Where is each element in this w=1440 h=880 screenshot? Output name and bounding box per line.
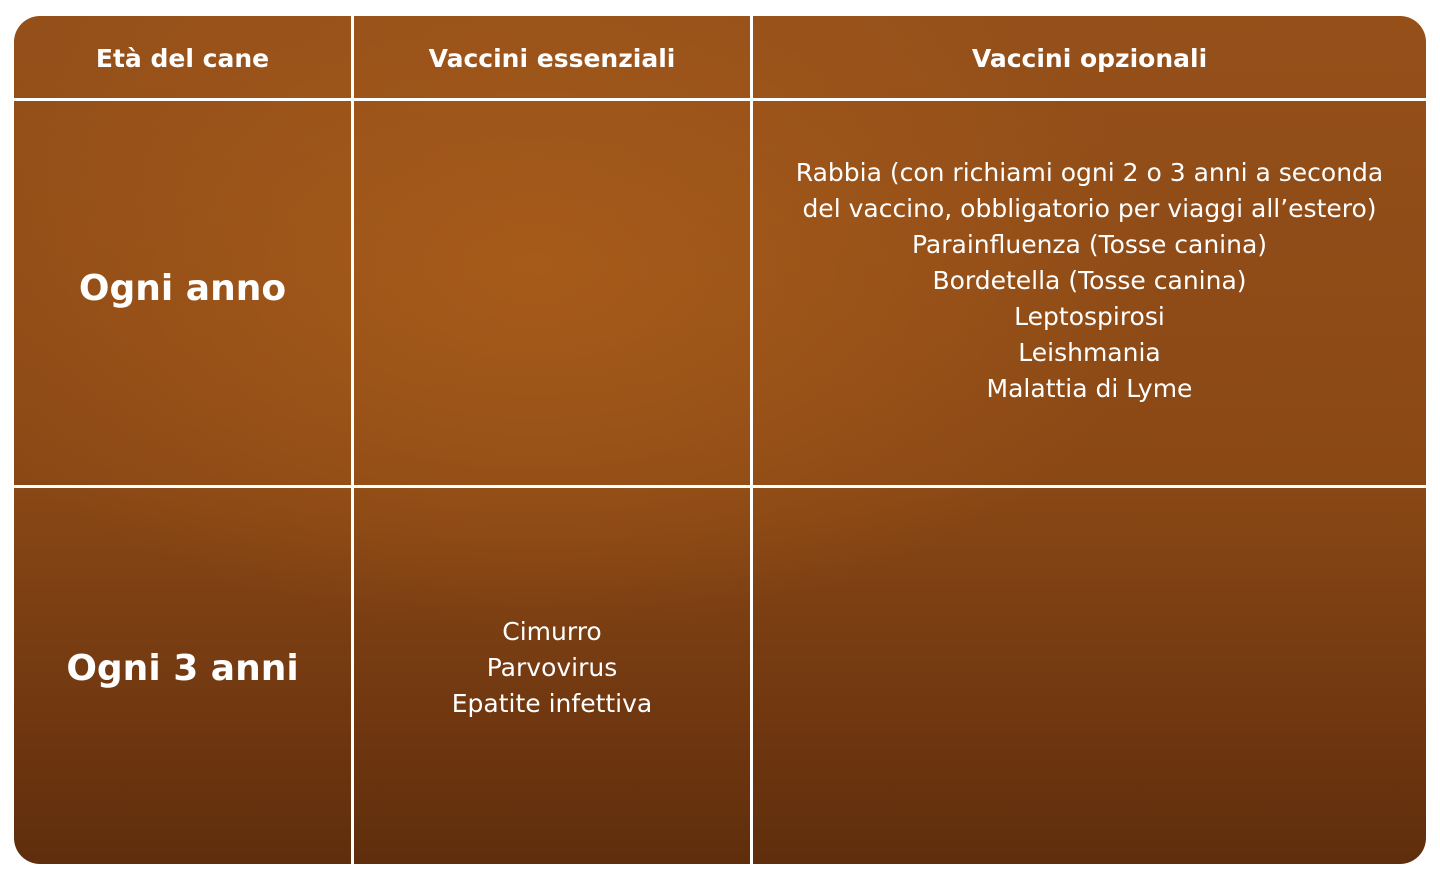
vaccine-item: Parvovirus [486, 653, 618, 682]
row-label-every-3-years: Ogni 3 anni [66, 647, 299, 689]
vaccine-item: Rabbia (con richiami ogni 2 o 3 anni a seconda [795, 158, 1384, 187]
vaccination-table [14, 16, 1426, 864]
header-optional-vaccines: Vaccini opzionali [971, 43, 1208, 73]
vaccine-item: Parainfluenza (Tosse canina) [911, 230, 1268, 259]
cell-every-year-optional [753, 101, 1426, 485]
optional-vaccines-list [796, 155, 1384, 407]
cell-every-3-years-optional [753, 488, 1426, 864]
vaccine-item: Cimurro [502, 617, 602, 646]
header-age: Età del cane [95, 43, 270, 73]
vaccine-item: del vaccino, obbligatorio per viaggi all’estero) [802, 194, 1377, 223]
vaccine-item: Bordetella (Tosse canina) [932, 266, 1247, 295]
essential-vaccines-list [452, 614, 653, 722]
cell-every-year-essential [354, 101, 750, 485]
vaccine-item: Leishmania [1018, 338, 1161, 367]
row-label-every-year: Ogni anno [78, 267, 287, 309]
cell-every-3-years-essential [354, 488, 750, 864]
vaccine-item: Leptospirosi [1014, 302, 1165, 331]
header-essential-vaccines: Vaccini essenziali [428, 43, 676, 73]
vaccine-item: Malattia di Lyme [986, 374, 1193, 403]
vaccine-item: Epatite infettiva [451, 689, 653, 718]
